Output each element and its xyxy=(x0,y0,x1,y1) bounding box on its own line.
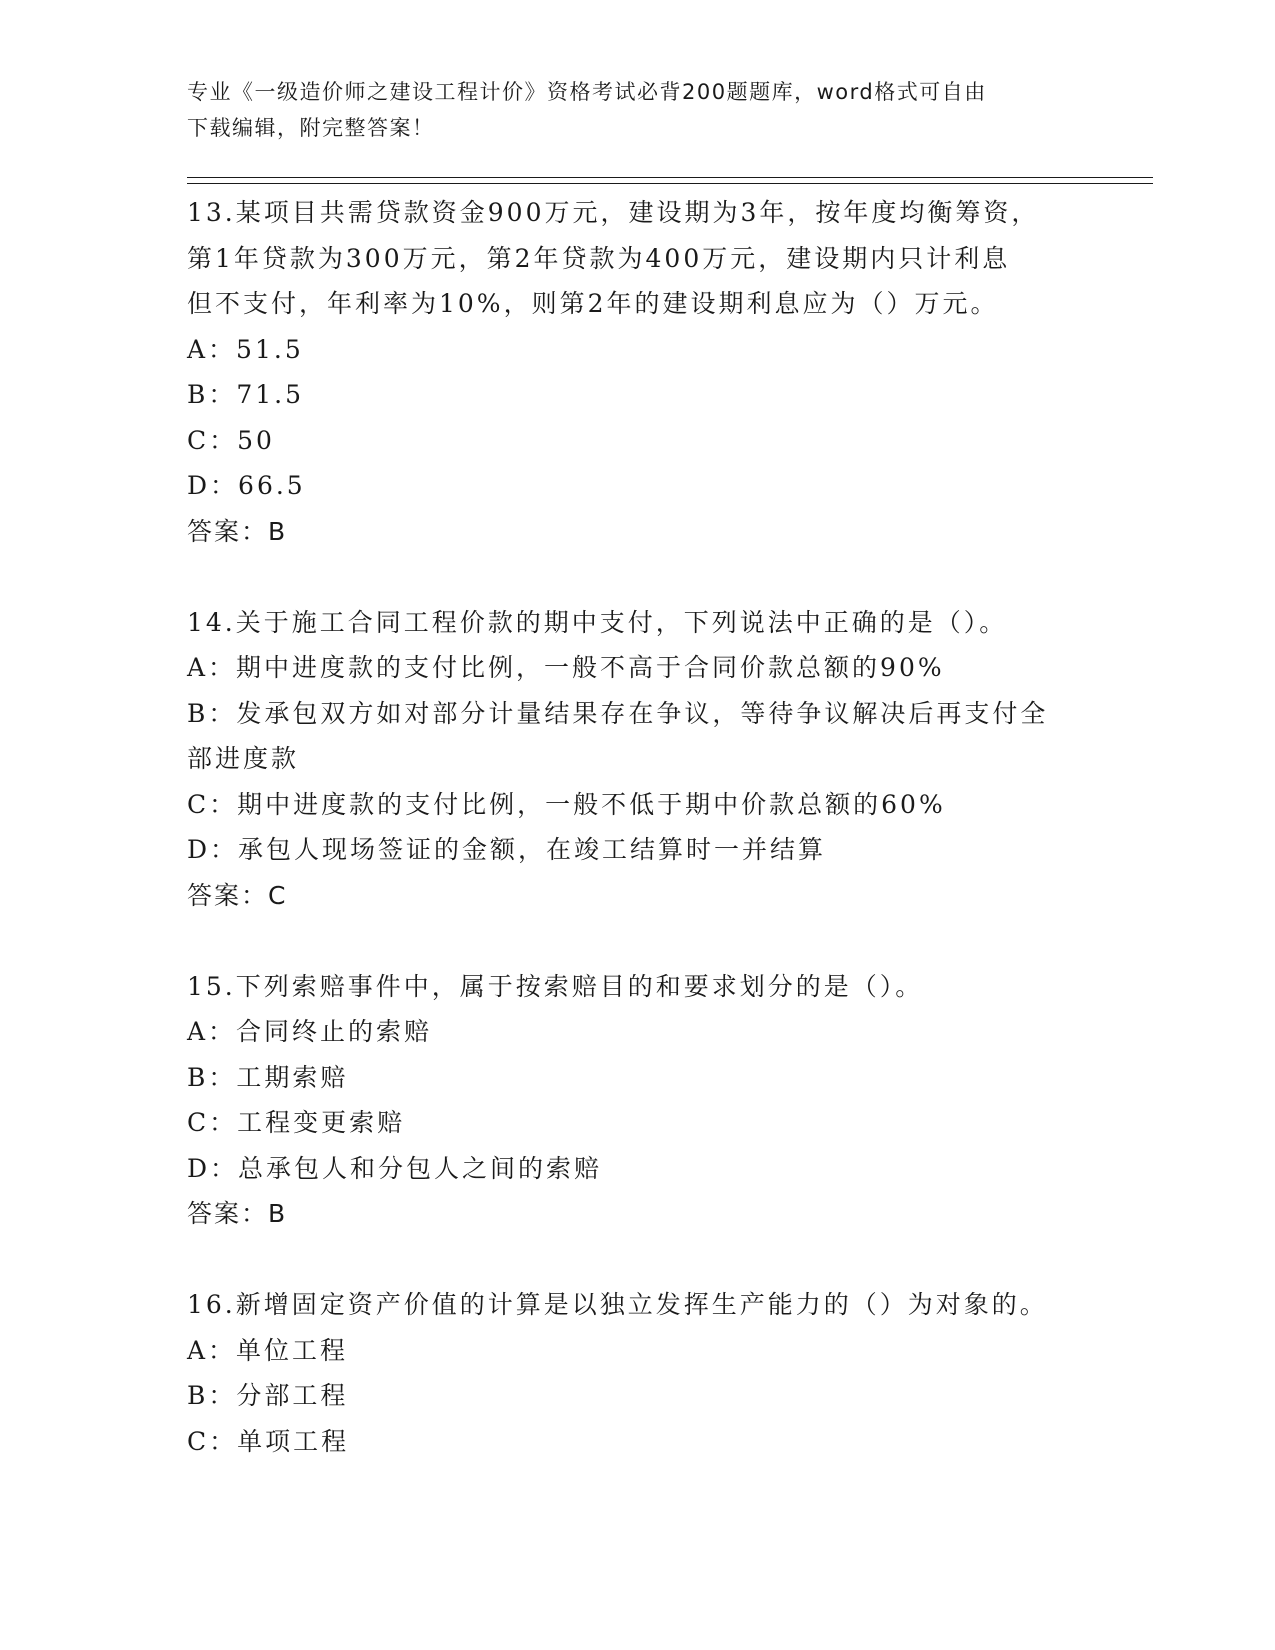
answer-option: C：50 xyxy=(187,425,275,455)
answer-option: A：期中进度款的支付比例，一般不高于合同价款总额的90% xyxy=(187,653,945,682)
answer-option: C：期中进度款的支付比例，一般不低于期中价款总额的60% xyxy=(187,789,946,819)
answer-option: 部进度款 xyxy=(187,744,300,773)
question-block xyxy=(187,600,1087,919)
header-line-1: 专业《一级造价师之建设工程计价》资格考试必背200题题库，word格式可自由 xyxy=(187,80,987,104)
question-stem-line: 13.某项目共需贷款资金900万元，建设期为3年，按年度均衡筹资， xyxy=(187,198,1040,227)
answer-option: A：51.5 xyxy=(187,334,304,364)
answer-option: D：承包人现场签证的金额，在竣工结算时一并结算 xyxy=(187,835,827,864)
answer-option: B：工期索赔 xyxy=(187,1062,349,1092)
answer-option: C：工程变更索赔 xyxy=(187,1108,406,1137)
answer-option: B：发承包双方如对部分计量结果存在争议，等待争议解决后再支付全 xyxy=(187,698,1049,728)
question-block xyxy=(187,1282,1087,1464)
answer-option: A：单位工程 xyxy=(187,1335,349,1365)
answer-key: 答案：B xyxy=(187,516,288,546)
answer-option: D：总承包人和分包人之间的索赔 xyxy=(187,1153,603,1183)
answer-option: B：分部工程 xyxy=(187,1381,349,1410)
question-stem-line: 16.新增固定资产价值的计算是以独立发挥生产能力的（）为对象的。 xyxy=(187,1290,1048,1319)
question-stem-line: 第1年贷款为300万元，第2年贷款为400万元，建设期内只计利息 xyxy=(187,243,1011,273)
question-block xyxy=(187,964,1087,1237)
answer-option: B：71.5 xyxy=(187,380,305,409)
question-stem-line: 但不支付，年利率为10%，则第2年的建设期利息应为（）万元。 xyxy=(187,289,999,318)
answer-option: A：合同终止的索赔 xyxy=(187,1017,433,1046)
question-stem-line: 14.关于施工合同工程价款的期中支付，下列说法中正确的是（）。 xyxy=(187,607,1008,637)
header-divider-bottom xyxy=(187,183,1153,184)
header-divider-top xyxy=(187,177,1153,178)
answer-option: D：66.5 xyxy=(187,471,306,500)
answer-key: 答案：B xyxy=(187,1199,288,1228)
answer-key: 答案：C xyxy=(187,880,288,910)
question-block xyxy=(187,190,1087,554)
header-line-2: 下载编辑，附完整答案！ xyxy=(187,116,435,140)
question-stem-line: 15.下列索赔事件中，属于按索赔目的和要求划分的是（）。 xyxy=(187,971,924,1001)
answer-option: C：单项工程 xyxy=(187,1426,350,1456)
question-list xyxy=(187,190,1087,1464)
document-header xyxy=(187,74,1087,146)
